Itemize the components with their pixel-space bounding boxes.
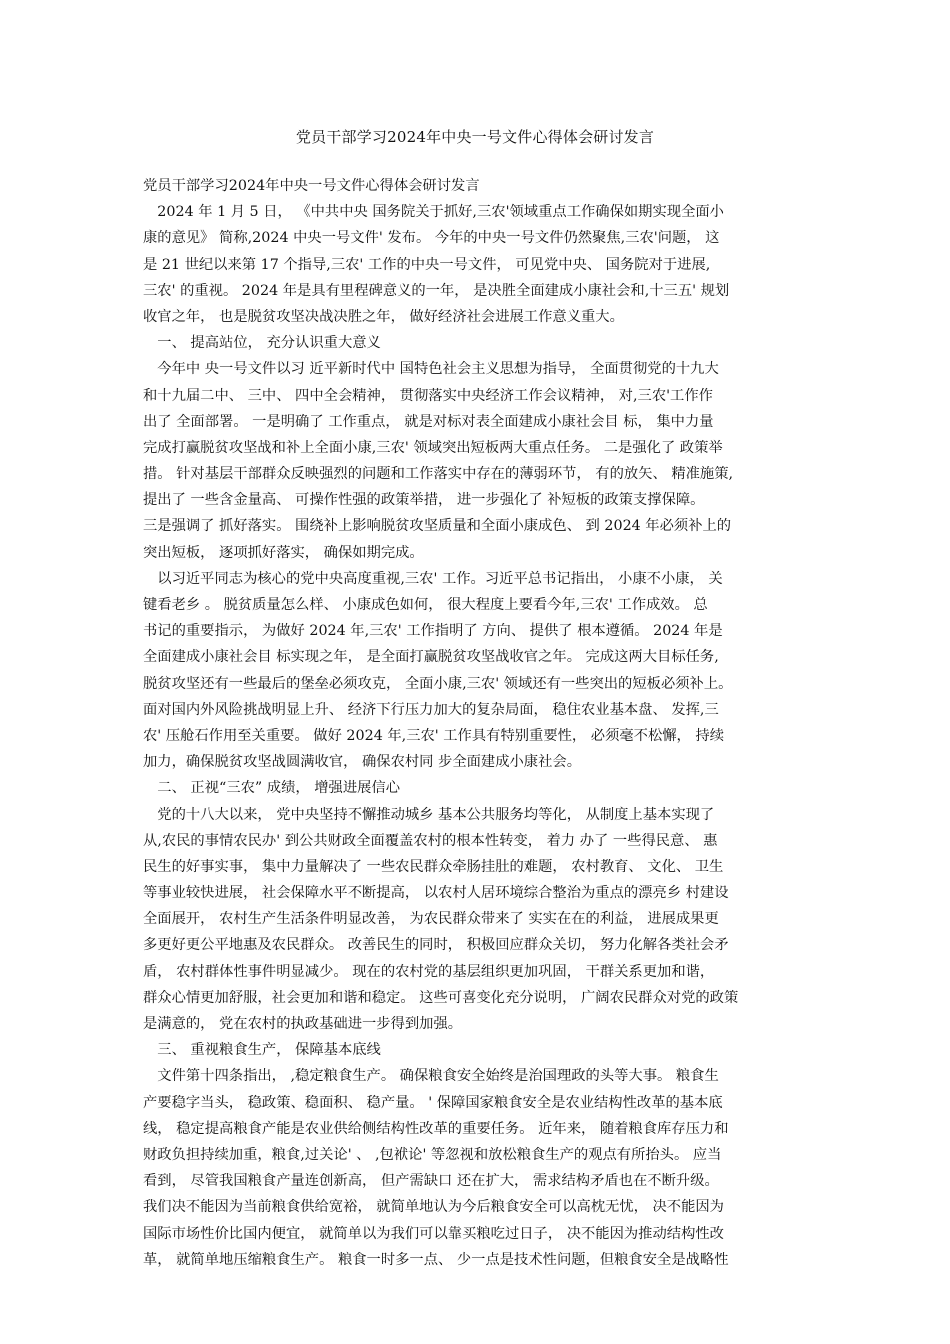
text-line: 突出短板， 逐项抓好落实， 确保如期完成。: [143, 544, 424, 561]
section-heading: 二、 正视“三农” 成绩， 增强进展信心: [143, 780, 400, 797]
text-line: 面对国内外风险挑战明显上升、 经济下行压力加大的复杂局面， 稳住农业基本盘、 发挥,三: [143, 701, 719, 718]
section-heading: 三、 重视粮食生产， 保障基本底线: [143, 1042, 381, 1059]
text-line: 国际市场性价比国内便宜， 就简单以为我们可以靠买粮吃过日子， 决不能因为推动结构性改: [143, 1225, 724, 1242]
text-line: 提出了 一些含金量高、 可操作性强的政策举措， 进一步强化了 补短板的政策支撑保障。: [143, 492, 705, 509]
text-line: 收官之年， 也是脱贫攻坚决战决胜之年， 做好经济社会进展工作意义重大。: [143, 308, 624, 325]
text-line: 出了 全面部署。 一是明确了 工作重点， 就是对标对表全面建成小康社会目 标， 集中力量: [143, 413, 714, 430]
text-line: 和十九届二中、 三中、 四中全会精神， 贯彻落实中央经济工作会议精神， 对,三农'工作作: [143, 387, 713, 404]
text-line: 完成打赢脱贫攻坚战和补上全面小康,三农' 领域突出短板两大重点任务。 二是强化了 政策举: [143, 439, 723, 456]
subtitle-line: 党员干部学习2024年中央一号文件心得体会研讨发言: [143, 178, 480, 194]
text-line: 键看老乡 。 脱贫质量怎么样、 小康成色如何， 很大程度上要看今年,三农' 工作成效。 总: [143, 597, 708, 613]
text-line: 全面展开， 农村生产生活条件明显改善， 为农民群众带来了 实实在在的利益， 进展成果更: [143, 911, 719, 928]
text-line: 盾， 农村群体性事件明显减少。 现在的农村党的基层组织更加巩固， 干群关系更加和谐，: [143, 963, 715, 980]
text-line: 民生的好事实事， 集中力量解决了 一些农民群众牵肠挂肚的难题， 农村教育、 文化、 卫生: [143, 858, 724, 875]
text-line: 文件第十四条指出， ,稳定粮食生产。 确保粮食安全始终是治国理政的头等大事。 粮食生: [143, 1068, 719, 1085]
text-line: 从,农民的事情农民办' 到公共财政全面覆盖农村的根本性转变， 着力 办了 一些得民意、 惠: [143, 832, 718, 849]
text-line: 2024 年 1 月 5 日， 《中共中央 国务院关于抓好,三农'领域重点工作确保如期实现全面小: [143, 204, 724, 221]
text-line: 多更好更公平地惠及农民群众。 改善民生的同时， 积极回应群众关切， 努力化解各类社会矛: [143, 937, 729, 954]
text-line: 党的十八大以来， 党中央坚持不懈推动城乡 基本公共服务均等化， 从制度上基本实现了: [143, 806, 715, 823]
text-line: 措。 针对基层干部群众反映强烈的问题和工作落实中存在的薄弱环节， 有的放矢、 精准施策,: [143, 466, 734, 483]
text-line: 看到， 尽管我国粮食产量连创新高， 但产需缺口 还在扩大， 需求结构矛盾也在不断升级。: [143, 1173, 719, 1190]
text-line: 全面建成小康社会目 标实现之年， 是全面打赢脱贫攻坚战收官之年。 完成这两大目标任务,: [143, 649, 719, 666]
text-line: 加力，确保脱贫攻坚战圆满收官， 确保农村同 步全面建成小康社会。: [143, 754, 581, 771]
document-body: [143, 173, 815, 1273]
text-line: 是 21 世纪以来第 17 个指导,三农' 工作的中央一号文件， 可见党中央、 国务院对于进展,: [143, 256, 711, 273]
text-line: 群众心情更加舒服，社会更加和谐和稳定。 这些可喜变化充分说明， 广阔农民群众对党的政策: [143, 989, 739, 1006]
text-line: 今年中 央一号文件以习 近平新时代中 国特色社会主义思想为指导， 全面贯彻党的十九大: [143, 361, 719, 378]
text-line: 产要稳字当头， 稳政策、稳面积、 稳产量。 ' 保障国家粮食安全是农业结构性改革的基本底: [143, 1094, 723, 1111]
text-line: 革， 就简单地压缩粮食生产。 粮食一时多一点、 少一点是技术性问题，但粮食安全是战略性: [143, 1251, 729, 1268]
text-line: 以习近平同志为核心的党中央高度重视,三农' 工作。习近平总书记指出， 小康不小康， 关: [143, 570, 723, 587]
text-line: 等事业较快进展， 社会保障水平不断提高， 以农村人居环境综合整治为重点的漂亮乡 村建设: [143, 885, 729, 902]
text-line: 三农' 的重视。 2024 年是具有里程碑意义的一年， 是决胜全面建成小康社会和,十三五' 规划: [143, 282, 730, 299]
text-line: 是满意的， 党在农村的执政基础进一步得到加强。: [143, 1016, 463, 1032]
text-line: 我们决不能因为当前粮食供给宽裕， 就简单地认为今后粮食安全可以高枕无忧， 决不能因为: [143, 1199, 724, 1216]
text-line: 书记的重要指示， 为做好 2024 年,三农' 工作指明了 方向、 提供了 根本遵循。 2024 年是: [143, 623, 723, 640]
text-line: 三是强调了 抓好落实。 围绕补上影响脱贫攻坚质量和全面小康成色、 到 2024 年必须补上的: [143, 518, 732, 535]
text-line: 线， 稳定提高粮食产能是农业供给侧结构性改革的重要任务。 近年来， 随着粮食库存压力和: [143, 1120, 729, 1137]
text-line: 农' 压舱石作用至关重要。 做好 2024 年,三农' 工作具有特别重要性， 必须毫不松懈， 持续: [143, 727, 724, 744]
section-heading: 一、 提高站位， 充分认识重大意义: [143, 335, 381, 352]
page-title: 党员干部学习2024年中央一号文件心得体会研讨发言: [295, 128, 655, 146]
text-line: 康的意见》 简称,2024 中央一号文件' 发布。 今年的中央一号文件仍然聚焦,三农'问题， 这: [143, 230, 720, 247]
text-line: 脱贫攻坚还有一些最后的堡垒必须攻克， 全面小康,三农' 领域还有一些突出的短板必须补上。: [143, 675, 733, 692]
text-line: 财政负担持续加重，粮食,过关论' 、 ,包袱论' 等忽视和放松粮食生产的观点有所抬头。 应当: [143, 1146, 722, 1163]
